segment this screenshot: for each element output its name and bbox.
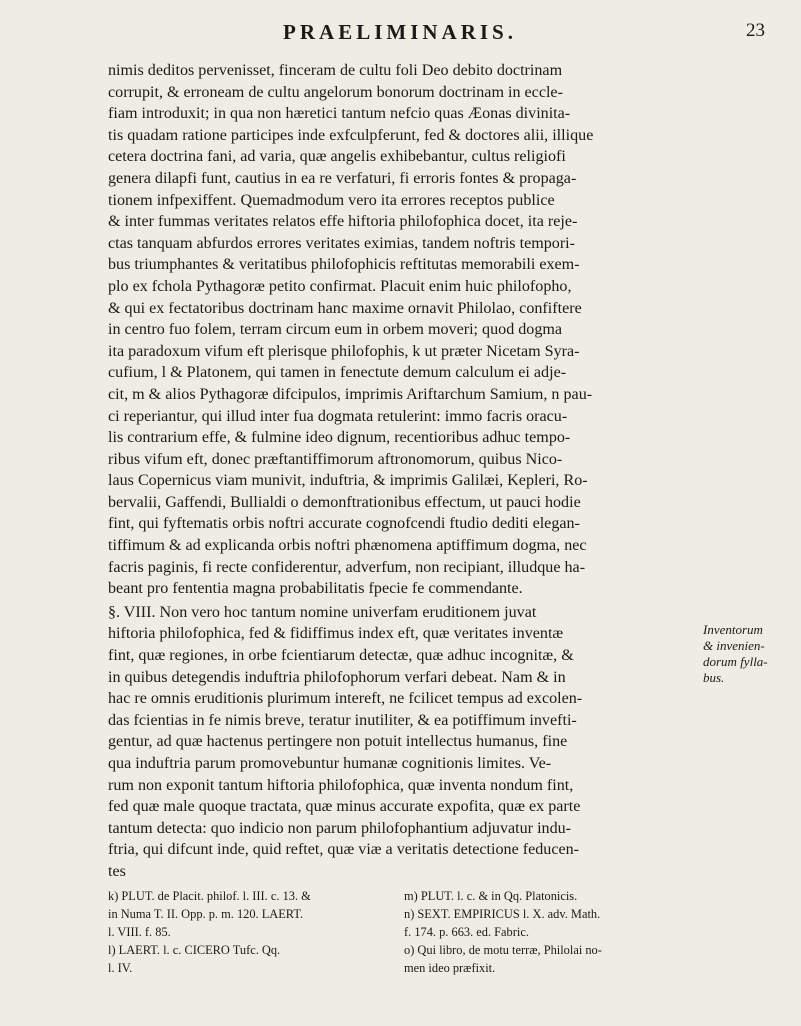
text-line: in quibus detegendis induftria philofophorum verfari debeat. Nam & in: [108, 668, 566, 686]
text-line: ita paradoxum vifum eft plerisque philofophis, k ut præter Nicetam Syra-: [108, 342, 580, 360]
text-line: cit, m & alios Pythagoræ difcipulos, imprimis Ariftarchum Samium, n pau-: [108, 385, 593, 403]
text-line: & qui ex fectatoribus doctrinam hanc maxime ornavit Philolao, confiftere: [108, 299, 582, 317]
footnote-line: k) PLUT. de Placit. philof. l. III. c. 13. &: [108, 889, 311, 903]
text-line: in centro fuo folem, terram circum eum in orbem moveri; quod dogma: [108, 321, 563, 339]
text-line: hac re omnis eruditionis plurimum intereft, ne fcilicet tempus ad excolen-: [108, 690, 583, 708]
footnote-line: l. VIII. f. 85.: [108, 925, 171, 939]
text-line: fint, qui fyftematis orbis noftri accurate cognofcendi ftudio dediti elegan-: [108, 515, 580, 533]
footnote-line: m) PLUT. l. c. & in Qq. Platonicis.: [404, 889, 578, 903]
text-line: cufium, l & Platonem, qui tamen in fenectute demum calculum ei adje-: [108, 364, 567, 382]
margin-note-line: & invenien-: [703, 638, 765, 653]
footnote-line: n) SEXT. EMPIRICUS l. X. adv. Math.: [404, 907, 601, 921]
text-line: ci reperiantur, qui illud inter fua dogmata retulerint: immo facris oracu-: [108, 407, 568, 425]
footnote-line: l. IV.: [108, 961, 133, 975]
margin-note-line: dorum fylla-: [703, 654, 768, 669]
footnote-line: l) LAERT. l. c. CICERO Tufc. Qq.: [108, 943, 281, 957]
text-line: ctas tanquam abfurdos errores veritates eximias, tandem noftris tempori-: [108, 234, 576, 252]
text-line: fint, quæ regiones, in orbe fcientiarum detectæ, quæ adhuc incognitæ, &: [108, 647, 574, 665]
footnotes-right-column: [404, 887, 689, 977]
footnotes-left-column: [108, 887, 393, 977]
footnote-line: f. 174. p. 663. ed. Fabric.: [404, 925, 529, 939]
text-line: gentur, ad quæ hactenus pertingere non potuit intellectus humanus, fine: [108, 733, 568, 751]
text-line: tis quadam ratione participes inde exfculpferunt, fed & doctores alii, illique: [108, 126, 594, 144]
text-line: bus triumphantes & veritatibus philofophicis reftitutas memorabili exem-: [108, 256, 580, 274]
running-head: PRAELIMINARIS.: [283, 20, 517, 44]
text-line: tantum detecta: quo indicio non parum philofophantium adjuvatur indu-: [108, 819, 572, 837]
text-line: fiam introduxit; in qua non hæretici tantum nefcio quas Æonas divinita-: [108, 105, 571, 123]
text-line: & inter fummas veritates relatos effe hiftoria philofophica docet, ita reje-: [108, 213, 578, 231]
text-line: bervalii, Gaffendi, Bullialdi o demonftrationibus effectum, ut pauci hodie: [108, 493, 581, 511]
text-line: beant pro fententia magna probabilitatis fpecie fe commendante.: [108, 580, 523, 598]
margin-note-line: Inventorum: [703, 622, 763, 637]
text-line: corrupit, & erroneam de cultu angelorum bonorum doctrinam in eccle-: [108, 83, 563, 101]
text-line: fed quæ male quoque tractata, quæ minus accurate expofita, quæ ex parte: [108, 798, 581, 816]
text-line: rum non exponit tantum hiftoria philofophica, quæ inventa nondum fint,: [108, 776, 574, 794]
text-line: facris paginis, fi recte confiderentur, adverfum, non recipiant, illudque ha-: [108, 558, 586, 576]
text-line: tionem infpexiffent. Quemadmodum vero ita errores receptos publice: [108, 191, 555, 209]
footnote-line: men ideo præfixit.: [404, 961, 496, 975]
text-line: laus Copernicus viam munivit, induftria, & imprimis Galilæi, Kepleri, Ro-: [108, 472, 588, 490]
text-line: hiftoria philofophica, fed & fidiffimus index eft, quæ veritates inventæ: [108, 625, 564, 643]
text-line: lis contrarium effe, & fulmine ideo dignum, recentioribus adhuc tempo-: [108, 429, 571, 447]
text-line: cetera doctrina fani, ad varia, quæ angelis exhibebantur, cultus religiofi: [108, 148, 566, 166]
text-line: tes: [108, 862, 126, 880]
text-line: plo ex fchola Pythagoræ petito confirmat. Placuit enim huic philofopho,: [108, 277, 572, 295]
text-line: qua induftria parum promovebuntur humanæ cognitionis limites. Ve-: [108, 755, 552, 772]
footnote-line: o) Qui libro, de motu terræ, Philolai no-: [404, 943, 602, 957]
text-line: tiffimum & ad explicanda orbis noftri phænomena aptiffimum dogma, nec: [108, 537, 587, 555]
margin-note: [703, 622, 799, 686]
page-header: [0, 20, 801, 50]
text-line: ftria, qui difcunt inde, quid reftet, quæ viæ a veritatis detectione feducen-: [108, 841, 580, 859]
main-text: [108, 60, 690, 883]
text-line: nimis deditos pervenisset, finceram de cultu foli Deo debito doctrinam: [108, 62, 563, 79]
page-number: 23: [746, 20, 765, 41]
text-line: genera dilapfi funt, cautius in ea re verfaturi, fi erroris fontes & propaga-: [108, 169, 577, 187]
text-line: ribus vifum eft, donec præftantiffimorum aftronomorum, quibus Nico-: [108, 450, 563, 468]
footnote-line: in Numa T. II. Opp. p. m. 120. LAERT.: [108, 907, 304, 921]
margin-note-line: bus.: [703, 670, 725, 685]
text-line: das fcientias in fe nimis breve, teratur inutiliter, & ea potiffimum invefti-: [108, 711, 577, 729]
text-line: §. VIII. Non vero hoc tantum nomine univerfam eruditionem juvat: [108, 603, 537, 621]
